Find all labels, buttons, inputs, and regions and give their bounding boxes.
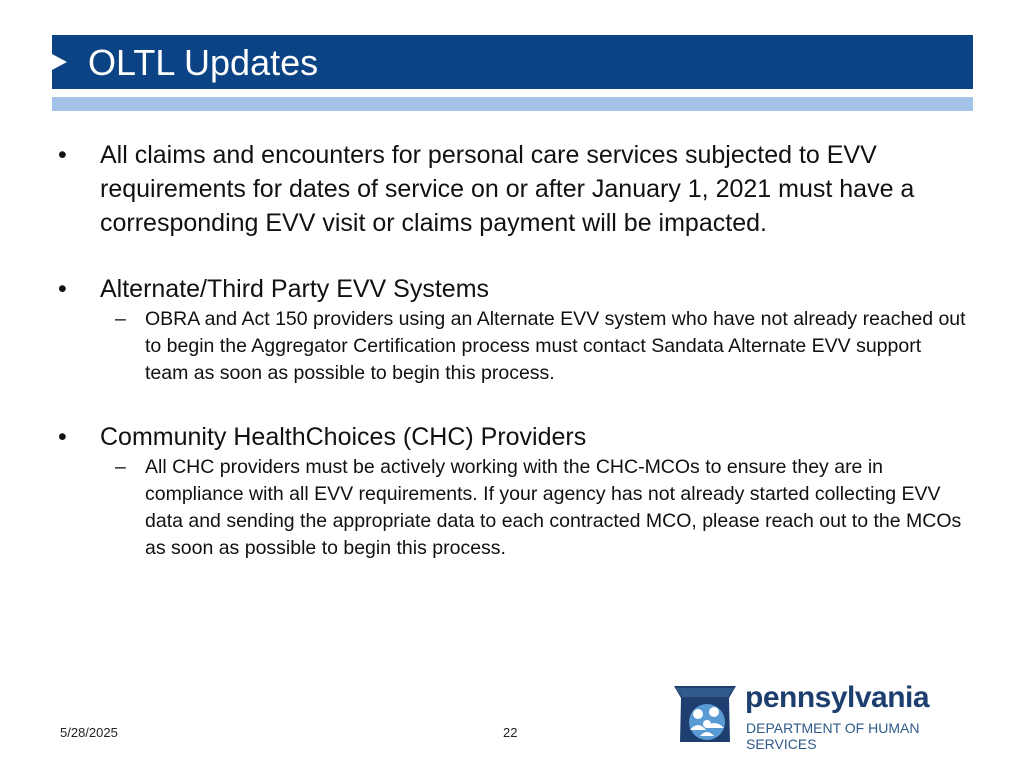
- dash-icon: –: [115, 456, 126, 478]
- bullet-text: All claims and encounters for personal care services subjected to EVV requirements for dates of service on or after January 1, 2021 must have a corresponding EVV visit or claims payment will be impacted.: [100, 141, 915, 237]
- bullet-text: Alternate/Third Party EVV Systems: [100, 275, 490, 303]
- bullet-dot-icon: •: [58, 423, 67, 451]
- sub-bullet-text: All CHC providers must be actively working with the CHC-MCOs to ensure they are in compliance with all EVV requirements. If your agency has not already started collecting EVV data and sending the appropriate data to each contracted MCO, please reach out to the MCOs as soon as possible to begin this process.: [145, 456, 962, 559]
- sub-bullet-text: OBRA and Act 150 providers using an Alternate EVV system who have not already reached out to begin the Aggregator Certification process must contact Sandata Alternate EVV support team as soon as possible to begin this process.: [145, 308, 966, 384]
- logo-wordmark: pennsylvania: [745, 681, 930, 714]
- footer-date: 5/28/2025: [60, 725, 118, 740]
- slide-content: [58, 138, 968, 562]
- logo-department: DEPARTMENT OF HUMAN SERVICES: [746, 720, 920, 752]
- footer-page-number: 22: [503, 725, 518, 740]
- keystone-family-icon: [672, 680, 738, 744]
- dash-icon: –: [115, 308, 126, 330]
- bullet-text: Community HealthChoices (CHC) Providers: [100, 423, 587, 451]
- bullet-item: [58, 420, 968, 454]
- bullet-item: [58, 272, 968, 306]
- bullet-dot-icon: •: [58, 141, 67, 169]
- bullet-dot-icon: •: [58, 275, 67, 303]
- accent-divider: [52, 97, 973, 111]
- title-bar: [52, 35, 973, 89]
- sub-bullet-item: [58, 306, 968, 387]
- sub-bullet-item: [58, 454, 968, 562]
- pa-dhs-logo: [672, 680, 982, 752]
- bullet-item: [58, 138, 968, 240]
- title-arrow-icon: [52, 54, 67, 70]
- page-title: OLTL Updates: [88, 42, 319, 83]
